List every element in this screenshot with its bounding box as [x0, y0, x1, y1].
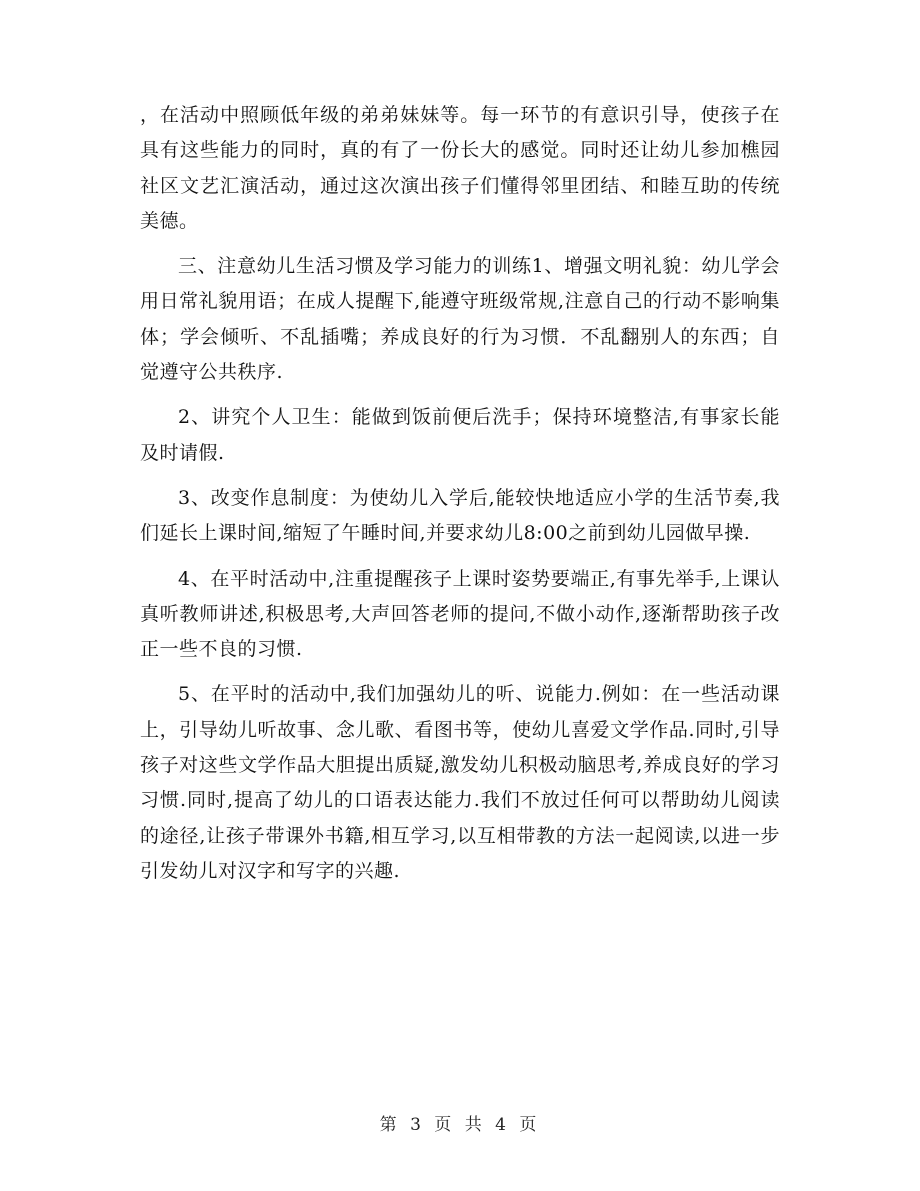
document-body: [140, 98, 780, 899]
paragraph-section-three: 三、注意幼儿生活习惯及学习能力的训练1、增强文明礼貌：幼儿学会用日常礼貌用语；在成人提醒下,能遵守班级常规,注意自己的行动不影响集体；学会倾听、不乱插嘴；养成良好的行为习惯．不乱翻别人的东西；自觉遵守公共秩序.: [140, 255, 780, 384]
page-number-footer: 第 3 页 共 4 页: [379, 1115, 541, 1135]
paragraph-item-5: 5、在平时的活动中,我们加强幼儿的听、说能力.例如：在一些活动课上，引导幼儿听故事、念儿歌、看图书等，使幼儿喜爱文学作品.同时,引导孩子对这些文学作品大胆提出质疑,激发幼儿积极动脑思考,养成良好的学习习惯.同时,提高了幼儿的口语表达能力.我们不放过任何可以帮助幼儿阅读的途径,让孩子带课外书籍,相互学习,以互相带教的方法一起阅读,以进一步引发幼儿对汉字和写字的兴趣.: [140, 683, 780, 882]
paragraph-item-3: 3、改变作息制度：为使幼儿入学后,能较快地适应小学的生活节奏,我们延长上课时间,缩短了午睡时间,并要求幼儿8:00之前到幼儿园做早操.: [140, 486, 780, 545]
paragraph-item-2: 2、讲究个人卫生：能做到饭前便后洗手；保持环境整洁,有事家长能及时请假.: [140, 406, 780, 464]
paragraph-continuation: ，在活动中照顾低年级的弟弟妹妹等。每一环节的有意识引导，使孩子在具有这些能力的同时，真的有了一份长大的感觉。同时还让幼儿参加樵园社区文艺汇演活动，通过这次演出孩子们懂得邻里团结、和睦互助的传统美德。: [140, 104, 780, 232]
paragraph-item-4: 4、在平时活动中,注重提醒孩子上课时姿势要端正,有事先举手,上课认真听教师讲述,积极思考,大声回答老师的提问,不做小动作,逐渐帮助孩子改正一些不良的习惯.: [140, 567, 780, 661]
